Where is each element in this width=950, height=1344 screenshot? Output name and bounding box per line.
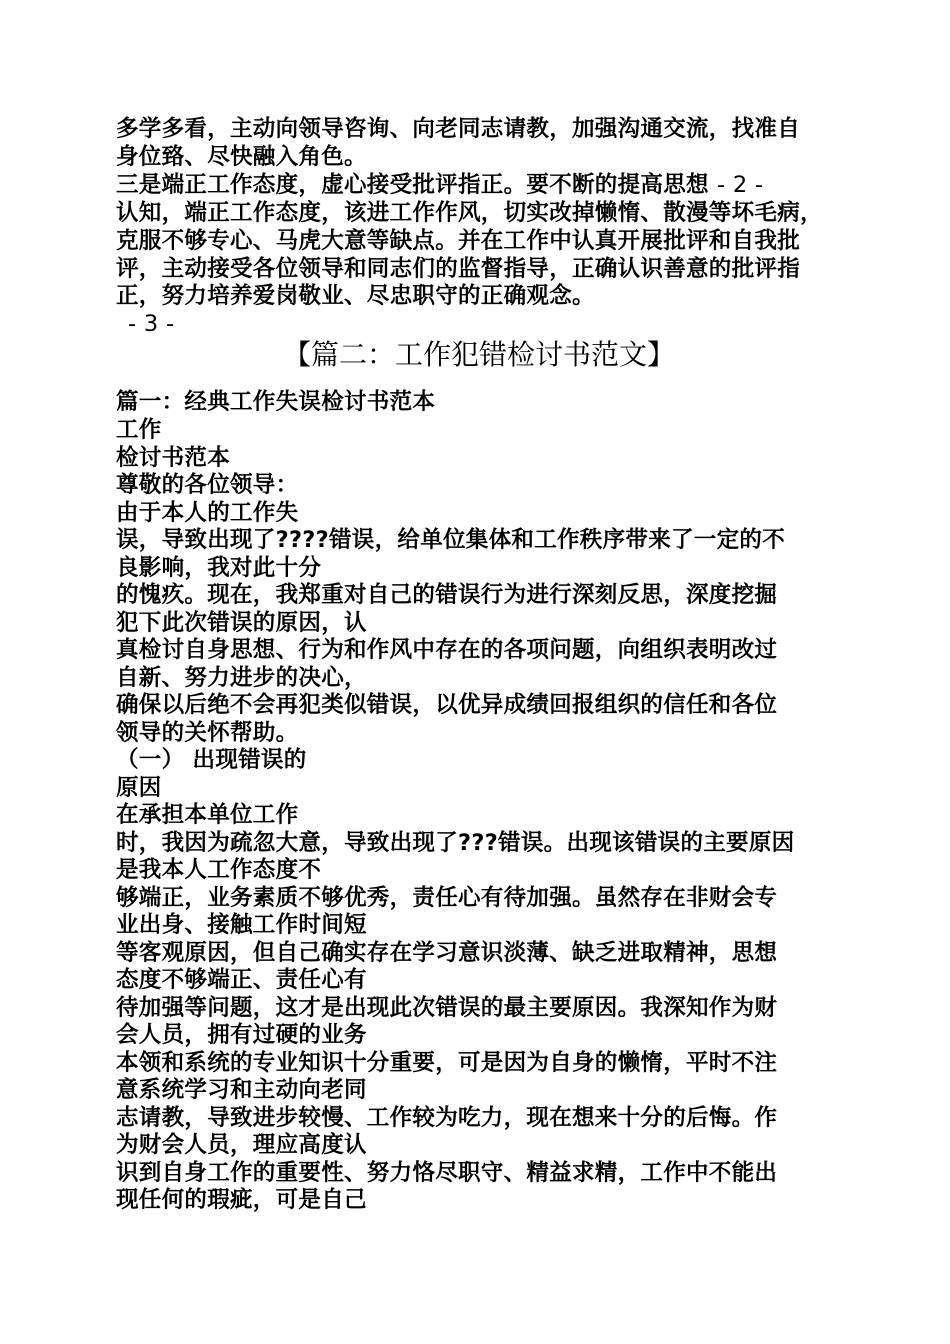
text-line: 在承担本单位工作 (116, 802, 299, 828)
text-line: 本领和系统的专业知识十分重要，可是因为自身的懒惰，平时不注 (116, 1050, 778, 1076)
text-line: 时，我因为疏忽大意，导致出现了???错误。出现该错误的主要原因 (116, 830, 795, 856)
text-line: 误，导致出现了????错误，给单位集体和工作秩序带来了一定的不 (116, 527, 786, 553)
text-line: 真检讨自身思想、行为和作风中存在的各项问题，向组织表明改过 (116, 637, 778, 663)
text-line: 的愧疚。现在，我郑重对自己的错误行为进行深刻反思，深度挖掘 (116, 582, 778, 608)
text-line: 待加强等问题，这才是出现此次错误的最主要原因。我深知作为财 (116, 995, 778, 1021)
text-line: 犯下此次错误的原因，认 (116, 610, 367, 636)
text-line: 识到自身工作的重要性、努力恪尽职守、精益求精，工作中不能出 (116, 1160, 778, 1186)
text-line: 检讨书范本 (116, 445, 231, 471)
text-line (116, 172, 763, 199)
text-line: 原因 (116, 775, 162, 801)
text-line: 是我本人工作态度不 (116, 857, 322, 883)
text-line: 克服不够专心、马虎大意等缺点。并在工作中认真开展批评和自我批 (116, 228, 801, 254)
text-line: 多学多看，主动向领导咨询、向老同志请教，加强沟通交流，找准自 (116, 116, 801, 142)
text-line: 确保以后绝不会再犯类似错误，以优异成绩回报组织的信任和各位 (116, 692, 778, 718)
text-line: 等客观原因，但自己确实存在学习意识淡薄、缺乏进取精神，思想 (116, 940, 778, 966)
text-line: 志请教，导致进步较慢、工作较为吃力，现在想来十分的后悔。作 (116, 1105, 778, 1131)
text-line: 领导的关怀帮助。 (116, 720, 299, 746)
text-line: 自新、努力进步的决心， (116, 665, 367, 691)
text-line: 够端正，业务素质不够优秀，责任心有待加强。虽然存在非财会专 (116, 885, 778, 911)
page-number: - 3 - (128, 311, 175, 337)
text-line: 现任何的瑕疵，可是自己 (116, 1187, 367, 1213)
text-line: 篇一：经典工作失误检讨书范本 (116, 389, 436, 415)
page-number-inline: - 2 - (716, 172, 764, 198)
section-heading: 【篇二：工作犯错检讨书范文】 (283, 338, 676, 371)
subsection-heading: （一） 出现错误的 (116, 747, 307, 773)
text-line: 工作 (116, 417, 162, 443)
text-line: 正，努力培养爱岗敬业、尽忠职守的正确观念。 (116, 283, 595, 309)
text-line: 良影响，我对此十分 (116, 555, 322, 581)
text-line: 会人员，拥有过硬的业务 (116, 1022, 367, 1048)
text-line: 尊敬的各位领导： (116, 472, 299, 498)
text-line: 认知，端正工作态度，该进工作作风，切实改掉懒惰、散漫等坏毛病， (116, 200, 823, 226)
text-line: 态度不够端正、责任心有 (116, 967, 367, 993)
text-line: 评，主动接受各位领导和同志们的监督指导，正确认识善意的批评指 (116, 256, 801, 282)
text-span: 三是端正工作态度，虚心接受批评指正。要不断的提高思想 (116, 172, 709, 198)
text-line: 身位臵、尽快融入角色。 (116, 144, 367, 170)
text-line: 为财会人员，理应高度认 (116, 1132, 367, 1158)
text-line: 意系统学习和主动向老同 (116, 1077, 367, 1103)
text-line: 由于本人的工作失 (116, 500, 299, 526)
text-line: 业出身、接触工作时间短 (116, 912, 367, 938)
